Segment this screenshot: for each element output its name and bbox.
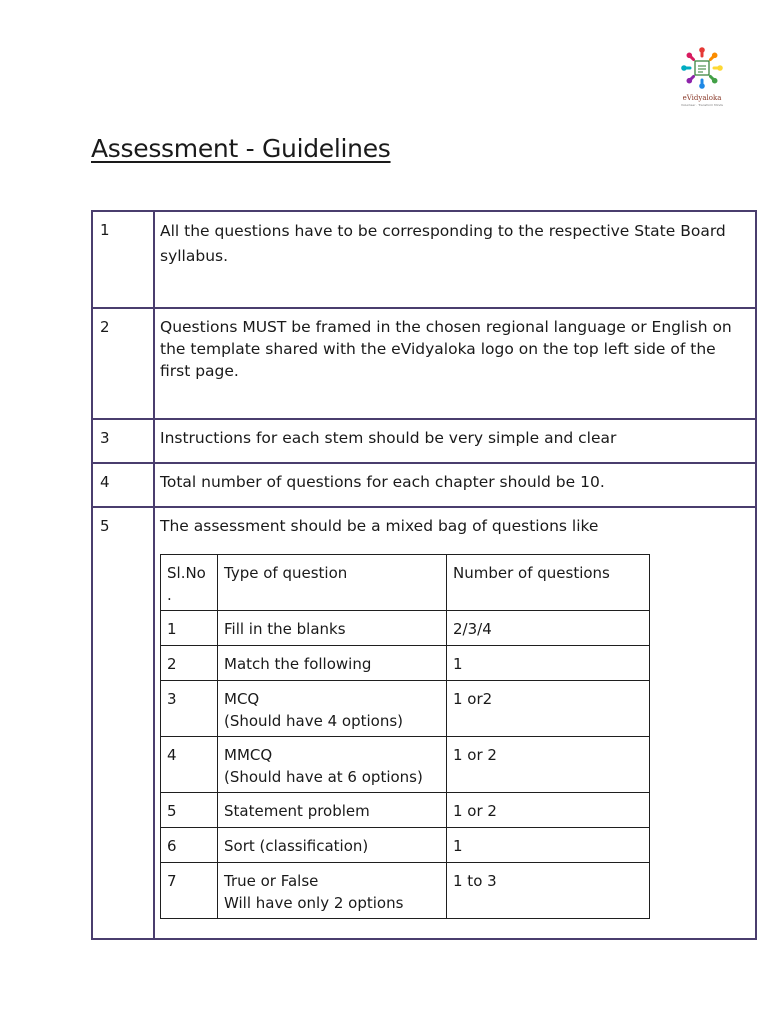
count-cell: 1: [447, 646, 650, 681]
sl-no-header: [161, 555, 218, 611]
count-cell: 2/3/4: [447, 611, 650, 646]
type-cell: [218, 681, 447, 737]
logo-people-circle-icon: [672, 44, 732, 94]
sl-no-cell: 2: [161, 646, 218, 681]
sl-no-cell: 4: [161, 737, 218, 793]
type-cell: [218, 863, 447, 919]
sl-no-header-line1: Sl.No: [167, 564, 206, 582]
guideline-number: 1: [92, 211, 154, 308]
table-row: [161, 646, 650, 681]
question-types-table: [160, 554, 650, 919]
logo-figure-body: [689, 55, 693, 59]
table-row: [161, 737, 650, 793]
sl-no-cell: 1: [161, 611, 218, 646]
table-row: [161, 828, 650, 863]
logo-figure-body: [711, 55, 715, 59]
guideline-row: [92, 308, 756, 419]
count-cell: 1 or 2: [447, 737, 650, 793]
table-row: [161, 611, 650, 646]
guideline-text: Questions MUST be framed in the chosen regional language or English on the template shared with the eVidyaloka logo on the top left side of the first page.: [154, 308, 756, 419]
guideline-cell-with-table: [154, 507, 756, 939]
logo-wordmark: eVidyaloka: [682, 94, 722, 102]
sl-no-cell: 7: [161, 863, 218, 919]
type-label: MCQ: [224, 690, 260, 708]
question-table-header-row: [161, 555, 650, 611]
type-label: MMCQ: [224, 746, 273, 764]
guideline-number: 2: [92, 308, 154, 419]
type-cell: Fill in the blanks: [218, 611, 447, 646]
count-cell: 1 to 3: [447, 863, 650, 919]
type-cell: [218, 737, 447, 793]
type-header: Type of question: [218, 555, 447, 611]
guideline-row: [92, 463, 756, 507]
page-title: Assessment - Guidelines: [91, 134, 391, 163]
guideline-text: All the questions have to be corresponding to the respective State Board syllabus.: [154, 211, 756, 308]
guideline-row: [92, 211, 756, 308]
sl-no-header-line2: .: [167, 586, 172, 604]
type-note: (Should have 4 options): [224, 712, 404, 730]
count-cell: 1 or 2: [447, 793, 650, 828]
count-cell: 1 or2: [447, 681, 650, 737]
type-cell: Match the following: [218, 646, 447, 681]
type-label: True or False: [224, 872, 319, 890]
logo-figure-body: [689, 77, 693, 81]
count-cell: 1: [447, 828, 650, 863]
guideline-number: 3: [92, 419, 154, 463]
type-cell: Statement problem: [218, 793, 447, 828]
count-header: Number of questions: [447, 555, 650, 611]
guidelines-table: [91, 210, 757, 940]
table-row: [161, 681, 650, 737]
logo-figure-body: [711, 77, 715, 81]
guideline-number: 5: [92, 507, 154, 939]
type-note: Will have only 2 options: [224, 894, 404, 912]
guideline-text: The assessment should be a mixed bag of questions like: [160, 517, 599, 535]
sl-no-cell: 5: [161, 793, 218, 828]
sl-no-cell: 3: [161, 681, 218, 737]
table-row: [161, 793, 650, 828]
logo-tagline: Volunteer · Transform Minds: [681, 103, 723, 107]
type-note: (Should have at 6 options): [224, 768, 423, 786]
type-cell: Sort (classification): [218, 828, 447, 863]
evidyaloka-logo: [672, 44, 732, 114]
guideline-row: [92, 507, 756, 939]
guideline-text: Instructions for each stem should be very simple and clear: [154, 419, 756, 463]
guideline-number: 4: [92, 463, 154, 507]
guideline-row: [92, 419, 756, 463]
guideline-text: Total number of questions for each chapter should be 10.: [154, 463, 756, 507]
sl-no-cell: 6: [161, 828, 218, 863]
table-row: [161, 863, 650, 919]
